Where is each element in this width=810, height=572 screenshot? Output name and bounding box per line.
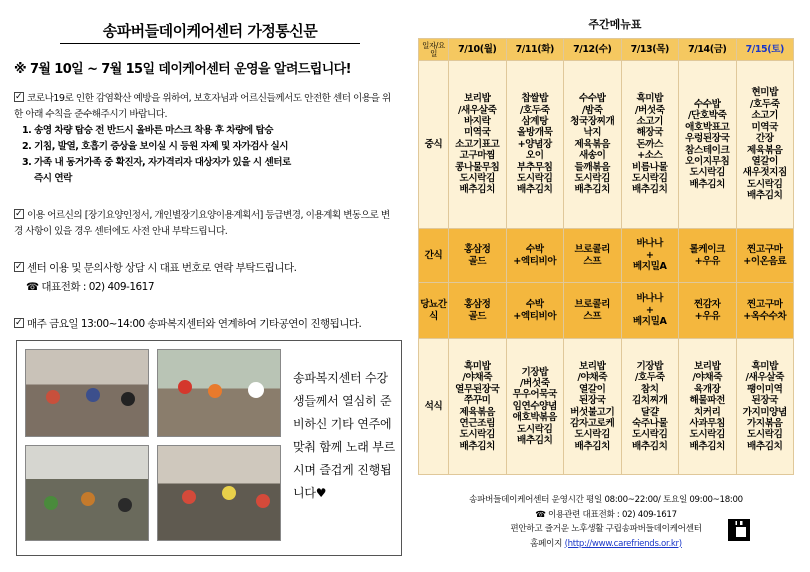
menu-cell xyxy=(736,339,794,475)
menu-item: 비름나물 xyxy=(632,161,668,173)
guitar-photo xyxy=(25,349,149,437)
menu-item: 사과무침 xyxy=(689,417,725,429)
menu-item: +소스 xyxy=(637,150,663,162)
guitar-photo xyxy=(25,445,149,541)
menu-header-row xyxy=(419,39,794,61)
notice-guitar-text: 매주 금요일 13:00~14:00 송파복지센터와 연계하여 기타공연이 진행됩니다. xyxy=(27,318,362,330)
menu-item: 배추김치 xyxy=(747,190,783,202)
menu-item: 배추김치 xyxy=(459,440,495,452)
menu-item: 콩나물무침 xyxy=(455,161,500,173)
menu-item: 도시락김 xyxy=(517,173,553,185)
representative-phone: ☎ 대표전화 : 02) 409-1617 xyxy=(26,281,155,293)
menu-item: 찐고구마 xyxy=(747,244,783,256)
menu-row xyxy=(419,229,794,283)
menu-item: +우유 xyxy=(694,255,720,267)
day-header: 7/10(월) xyxy=(449,39,507,61)
photo-caption: 송파복지센터 수강생들께서 열심히 준비하신 기타 연주에 맞춰 함께 노래 부르시며 즐겁게 진행됩니다♥ xyxy=(293,371,395,500)
menu-row xyxy=(419,61,794,229)
menu-item: 배추김치 xyxy=(459,184,495,196)
menu-item: 보리밥 xyxy=(578,360,606,372)
menu-cell xyxy=(564,339,622,475)
menu-item: +양념장 xyxy=(517,138,552,150)
menu-item: + xyxy=(645,249,654,261)
menu-item: 소고기 xyxy=(751,110,779,122)
menu-item: 돈까스 xyxy=(636,138,664,150)
menu-item: /호두죽 xyxy=(749,98,780,110)
menu-item: 달걀 xyxy=(640,406,659,418)
menu-item: 흑미밥 xyxy=(463,360,491,372)
menu-item: 삼계탕 xyxy=(521,115,549,127)
menu-cell xyxy=(679,339,737,475)
menu-item: 도시락김 xyxy=(689,167,725,179)
meal-label: 간식 xyxy=(419,229,449,283)
menu-row xyxy=(419,339,794,475)
guitar-performance-photos xyxy=(16,340,402,556)
menu-cell xyxy=(564,229,622,283)
menu-item: 된장국 xyxy=(751,395,779,407)
menu-item: 도시락김 xyxy=(459,429,495,441)
menu-item: 부추무침 xyxy=(517,161,553,173)
menu-item: 홍삼정 xyxy=(463,299,491,311)
menu-item: 팽이미역 xyxy=(747,383,783,395)
menu-cell xyxy=(449,283,507,339)
covid-rule: 3. 가족 내 동거가족 중 확진자, 자가격리자 대상자가 있을 시 센터로 xyxy=(22,157,291,168)
menu-item: +엑티비아 xyxy=(513,310,557,322)
menu-item: 골드 xyxy=(468,310,487,322)
check-icon xyxy=(14,318,24,328)
menu-item: /야채죽 xyxy=(577,372,608,384)
menu-item: /야채죽 xyxy=(462,372,493,384)
menu-cell xyxy=(736,229,794,283)
menu-item: 바지락 xyxy=(463,115,491,127)
day-header: 7/12(수) xyxy=(564,39,622,61)
menu-item: 도시락김 xyxy=(747,178,783,190)
menu-item: 흑미밥 xyxy=(751,360,779,372)
menu-item: 청국장찌개 xyxy=(570,115,615,127)
menu-item: 도시락김 xyxy=(574,429,610,441)
menu-item: 도시락김 xyxy=(689,429,725,441)
menu-item: + xyxy=(645,304,654,316)
menu-item: 도시락김 xyxy=(632,173,668,185)
menu-item: 열갈이 xyxy=(578,383,606,395)
menu-cell xyxy=(679,283,737,339)
menu-cell xyxy=(621,283,679,339)
meal-label: 당뇨간식 xyxy=(419,283,449,339)
menu-cell xyxy=(564,283,622,339)
day-header: 7/11(화) xyxy=(506,39,564,61)
menu-item: 보리밥 xyxy=(693,360,721,372)
menu-item: 골드 xyxy=(468,255,487,267)
check-icon xyxy=(14,92,24,102)
menu-item: 베지밀A xyxy=(632,261,667,273)
menu-item: /새우살죽 xyxy=(457,104,497,116)
menu-item: 배추김치 xyxy=(632,440,668,452)
menu-item: 배추김치 xyxy=(689,178,725,190)
menu-item: 감자고로케 xyxy=(570,417,615,429)
menu-item: 제육볶음 xyxy=(747,144,783,156)
menu-item: 새우젓지짐 xyxy=(742,167,787,179)
menu-item: 보리밥 xyxy=(463,93,491,105)
menu-item: /단호박죽 xyxy=(687,110,727,122)
menu-item: 치커리 xyxy=(693,406,721,418)
menu-item: 참스테이크 xyxy=(685,144,730,156)
newsletter-title: 송파버들데이케어센터 가정통신문 xyxy=(60,20,360,44)
notice-covid-intro: 코로나19로 인한 감염확산 예방을 위하여, 보호자님과 어르신들께서도 안전한 센터 이용을 위한 아래 수칙을 준수해주시기 바랍니다. xyxy=(14,93,391,120)
weekly-menu-table xyxy=(418,38,794,475)
notice-documents-text: 이용 어르신의 [장기요양인정서, 개인별장기요양이용계획서] 등급변경, 이용계획 변동으로 변경 사항이 있을 경우 센터에도 사전 안내 부탁드립니다. xyxy=(14,210,390,237)
menu-item: 베지밀A xyxy=(632,316,667,328)
notice-documents xyxy=(14,208,394,240)
menu-item: 수수밥 xyxy=(693,98,721,110)
menu-item: 도시락김 xyxy=(459,173,495,185)
menu-item: 브로콜리 xyxy=(574,299,610,311)
menu-item: 스프 xyxy=(583,310,602,322)
menu-item: 가지미양념 xyxy=(742,406,787,418)
menu-item: 수박 xyxy=(525,299,544,311)
homepage-label: 홈페이지 xyxy=(530,538,563,549)
menu-item: /새우살죽 xyxy=(745,372,785,384)
menu-item: 도시락김 xyxy=(632,429,668,441)
menu-cell xyxy=(621,339,679,475)
menu-item: +옥수수차 xyxy=(743,310,787,322)
menu-cell xyxy=(564,61,622,229)
menu-item: 우렁된장국 xyxy=(685,133,730,145)
menu-item: 스프 xyxy=(583,255,602,267)
menu-item: 올방개묵 xyxy=(517,127,553,139)
qr-code-icon xyxy=(728,519,750,541)
menu-item: +우유 xyxy=(694,310,720,322)
menu-cell xyxy=(449,339,507,475)
notice-covid xyxy=(14,91,394,187)
day-header: 7/13(목) xyxy=(621,39,679,61)
footer-slogan: 편안하고 즐거운 노후생활 구립송파버들데이케어센터 xyxy=(510,524,702,534)
menu-item: 현미밥 xyxy=(751,87,779,99)
menu-item: 연근조림 xyxy=(459,417,495,429)
menu-item: 가지볶음 xyxy=(747,417,783,429)
menu-cell xyxy=(679,61,737,229)
menu-item: 소고기표고 xyxy=(455,138,500,150)
menu-item: 무우어묵국 xyxy=(512,389,557,401)
menu-item: +엑티비아 xyxy=(513,255,557,267)
operating-hours: 송파버들데이케어센터 운영시간 평일 08:00~22:00/ 토요일 09:00~18:00 xyxy=(469,495,743,505)
menu-item: 배추김치 xyxy=(689,440,725,452)
operation-headline: ※ 7월 10일 ~ 7월 15일 데이케어센터 운영을 알려드립니다! xyxy=(14,62,351,77)
covid-rule: 즉시 연락 xyxy=(34,173,72,184)
menu-item: 배추김치 xyxy=(574,440,610,452)
meal-label: 석식 xyxy=(419,339,449,475)
menu-item: 김치찌개 xyxy=(632,395,668,407)
menu-item: 애호박볶음 xyxy=(512,412,557,424)
menu-cell xyxy=(506,61,564,229)
menu-cell xyxy=(679,229,737,283)
guitar-photo xyxy=(157,349,281,437)
menu-item: 쭈꾸미 xyxy=(463,395,491,407)
menu-item: 찐감자 xyxy=(693,299,721,311)
covid-rule: 1. 송영 차량 탑승 전 반드시 올바른 마스크 착용 후 차량에 탑승 xyxy=(22,125,273,136)
menu-item: 도시락김 xyxy=(517,423,553,435)
menu-cell xyxy=(621,229,679,283)
menu-item: 흑미밥 xyxy=(636,93,664,105)
menu-item: 바나나 xyxy=(636,238,664,250)
menu-item: 육개장 xyxy=(693,383,721,395)
menu-item: 새송이 xyxy=(578,150,606,162)
menu-item: 도시락김 xyxy=(747,429,783,441)
menu-item: 미역국 xyxy=(751,121,779,133)
menu-item: /밤죽 xyxy=(581,104,603,116)
menu-item: 오이지무침 xyxy=(685,155,730,167)
menu-item: 배추김치 xyxy=(517,435,553,447)
menu-item: 소고기 xyxy=(636,115,664,127)
menu-item: 배추김치 xyxy=(574,184,610,196)
notice-contact xyxy=(14,260,394,295)
menu-item: 열무된장국 xyxy=(455,383,500,395)
notice-contact-text: 센터 이용 및 문의사항 상담 시 대표 번호로 연락 부탁드립니다. xyxy=(27,262,297,274)
menu-item: 도시락김 xyxy=(574,173,610,185)
covid-rules-list xyxy=(14,123,394,187)
menu-item: 참치 xyxy=(640,383,659,395)
menu-item: 기장밥 xyxy=(636,360,664,372)
covid-rule: 2. 기침, 발열, 호흡기 증상을 보이실 시 등원 자제 및 자가검사 실시 xyxy=(22,141,289,152)
menu-item: 낙지 xyxy=(583,127,602,139)
menu-item: 해물파전 xyxy=(689,395,725,407)
menu-cell xyxy=(621,61,679,229)
menu-item: +이온음료 xyxy=(743,255,787,267)
menu-item: /호두죽 xyxy=(519,104,550,116)
day-header: 7/14(금) xyxy=(679,39,737,61)
menu-item: /호두죽 xyxy=(634,372,665,384)
menu-item: 찹쌀밥 xyxy=(521,93,549,105)
menu-row xyxy=(419,283,794,339)
menu-item: 고구마찜 xyxy=(459,150,495,162)
footer-phone: ☎ 이용관련 대표전화 : 02) 409-1617 xyxy=(535,509,677,520)
check-icon xyxy=(14,209,24,219)
menu-item: 숙주나물 xyxy=(632,417,668,429)
menu-item: 바나나 xyxy=(636,293,664,305)
menu-item: 들깨볶음 xyxy=(574,161,610,173)
menu-item: 열갈이 xyxy=(751,155,779,167)
menu-item: 오이 xyxy=(525,150,544,162)
menu-cell xyxy=(506,339,564,475)
menu-cell xyxy=(506,283,564,339)
menu-item: 해장국 xyxy=(636,127,664,139)
menu-cell xyxy=(506,229,564,283)
guitar-photo xyxy=(157,445,281,541)
menu-item: 찐고구마 xyxy=(747,299,783,311)
menu-item: 기장밥 xyxy=(521,366,549,378)
menu-item: 제육볶음 xyxy=(459,406,495,418)
menu-item: /버섯죽 xyxy=(519,377,550,389)
menu-item: /야채죽 xyxy=(692,372,723,384)
menu-item: 배추김치 xyxy=(517,184,553,196)
homepage-link[interactable]: (http://www.carefriends.or.kr) xyxy=(564,538,682,549)
menu-cell xyxy=(736,283,794,339)
weekly-menu-title: 주간메뉴표 xyxy=(588,18,642,31)
corner-label: 일자/요일 xyxy=(419,39,449,61)
menu-item: 홍삼정 xyxy=(463,244,491,256)
menu-item: 버섯불고기 xyxy=(570,406,615,418)
menu-item: 된장국 xyxy=(578,395,606,407)
menu-cell xyxy=(449,61,507,229)
meal-label: 중식 xyxy=(419,61,449,229)
menu-item: 간장 xyxy=(755,133,774,145)
menu-item: 배추김치 xyxy=(632,184,668,196)
menu-item: 미역국 xyxy=(463,127,491,139)
menu-cell xyxy=(736,61,794,229)
menu-item: 롤케이크 xyxy=(689,244,725,256)
menu-item: 수박 xyxy=(525,244,544,256)
menu-item: 애호박표고 xyxy=(685,121,730,133)
notice-guitar xyxy=(14,316,394,332)
menu-item: 임연수양념 xyxy=(512,400,557,412)
menu-item: 브로콜리 xyxy=(574,244,610,256)
menu-item: 제육볶음 xyxy=(574,138,610,150)
check-icon xyxy=(14,262,24,272)
day-header-saturday: 7/15(토) xyxy=(736,39,794,61)
menu-item: /버섯죽 xyxy=(634,104,665,116)
menu-item: 배추김치 xyxy=(747,440,783,452)
menu-item: 수수밥 xyxy=(578,93,606,105)
menu-cell xyxy=(449,229,507,283)
